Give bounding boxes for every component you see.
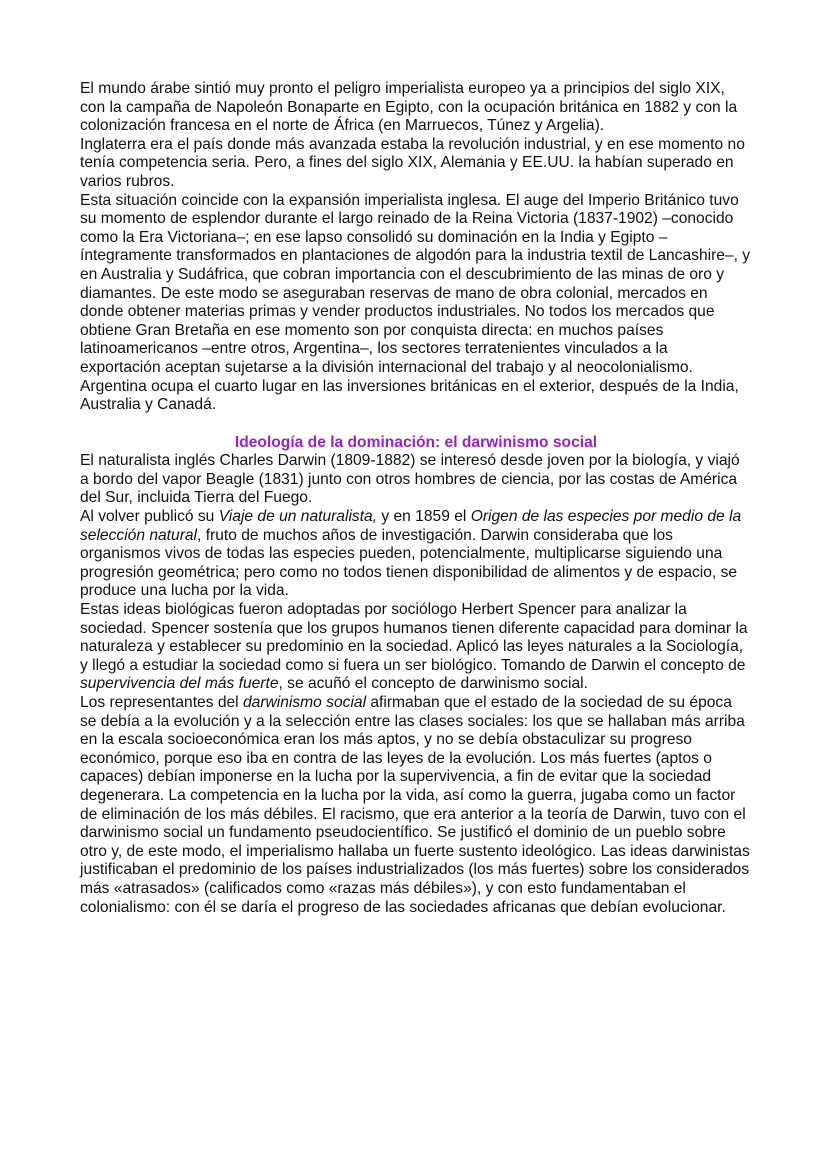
paragraph-darwin-publications — [80, 508, 752, 601]
paragraph-darwin: El naturalista inglés Charles Darwin (1809-1882) se interesó desde joven por la biología, y viajó a bordo del vapor Beagle (1831) junto con otros hombres de ciencia, por las costas de América del Sur, incluida Tierra del Fuego. — [80, 452, 740, 507]
book-title-origin: Origen de las especies por medio de la selección natural — [80, 508, 742, 544]
section-heading: Ideología de la dominación: el darwinismo social — [234, 433, 598, 451]
text-run: afirmaban que el estado de la sociedad de su época se debía a la evolución y a la selección entre las clases sociales: los que se hallaban más arriba en la escala socioeconómica eran los más aptos, y no se debía obstaculizar su progreso económico, porque eso iba en contra de las leyes de la evolución. Los más fuertes (aptos o capaces) debían imponerse en la lucha por la supervivencia, a fin de evitar que la sociedad degenerara. La competencia en la lucha por la vida, así como la guerra, jugaba como un factor de eliminación de los más débiles. El racismo, que era anterior a la teoría de Darwin, tuvo con el darwinismo social un fundamento pseudocientífico. Se justificó el dominio de un pueblo sobre otro y, de este modo, el imperialismo hallaba un fuerte sustento ideológico. Las ideas darwinistas justificaban el predominio de los países industrializados (los más fuertes) sobre los considerados más «atrasados» (calificados como «razas más débiles»), y con esto fundamentaban el colonialismo: con él se daría el progreso de las sociedades africanas que debían evolucionar. — [80, 694, 750, 916]
text-run: , fruto de muchos años de investigación. Darwin consideraba que los organismos vivos de todas las especies pueden, potencialmente, multiplicarse siguiendo una progresión geométrica; pero como no todos tienen disponibilidad de alimentos y de espacio, se produce una lucha por la vida. — [80, 526, 738, 600]
emphasis-survival: supervivencia del más fuerte — [80, 675, 279, 693]
paragraph-social-darwinism — [80, 694, 752, 917]
text-run: , se acuñó el concepto de darwinismo social. — [278, 675, 588, 693]
text-run: y en 1859 el — [377, 508, 471, 526]
text-run: Los representantes del — [80, 694, 243, 711]
book-title-voyage: Viaje de un naturalista, — [218, 508, 378, 526]
paragraph-british-empire: Esta situación coincide con la expansión imperialista inglesa. El auge del Imperio Británico tuvo su momento de esplendor durante el largo reinado de la Reina Victoria (1837-1902) –conocido como la Era Victoriana–; en ese lapso consolidó su dominación en la India y Egipto –íntegramente transformados en plantaciones de algodón para la industria textil de Lancashire–, y en Australia y Sudáfrica, que cobran importancia con el descubrimiento de las minas de oro y diamantes. De este modo se aseguraban reservas de mano de obra colonial, mercados en donde obtener materias primas y vender productos industriales. No todos los mercados que obtiene Gran Bretaña en ese momento son por conquista directa: en muchos países latinoamericanos –entre otros, Argentina–, los sectores terratenientes vinculados a la exportación aceptan sujetarse a la división internacional del trabajo y al neocolonialismo. Argentina ocupa el cuarto lugar en las inversiones británicas en el exterior, después de la India, Australia y Canadá. — [80, 191, 751, 414]
paragraph-england-industry: Inglaterra era el país donde más avanzada estaba la revolución industrial, y en ese momento no tenía competencia seria. Pero, a fines del siglo XIX, Alemania y EE.UU. la habían superado en varios rubros. — [80, 135, 745, 190]
document-page — [80, 80, 752, 917]
emphasis-social-darwinism: darwinismo social — [242, 694, 367, 711]
section-spacer — [80, 415, 752, 434]
paragraph-arab-world: El mundo árabe sintió muy pronto el peligro imperialista europeo ya a principios del siglo XIX, con la campaña de Napoleón Bonaparte en Egipto, con la ocupación británica en 1882 y con la colonización francesa en el norte de África (en Marruecos, Túnez y Argelia). — [80, 80, 738, 135]
paragraph-spencer — [80, 601, 752, 694]
text-run: Estas ideas biológicas fueron adoptadas por sociólogo Herbert Spencer para analizar la sociedad. Spencer sostenía que los grupos humanos tienen diferente capacidad para dominar la naturaleza y establecer su predominio en la sociedad. Aplicó las leyes naturales a la Sociología, y llegó a estudiar la sociedad como si fuera un ser biológico. Tomando de Darwin el concepto de — [80, 601, 748, 674]
text-run: Al volver publicó su — [80, 508, 219, 526]
